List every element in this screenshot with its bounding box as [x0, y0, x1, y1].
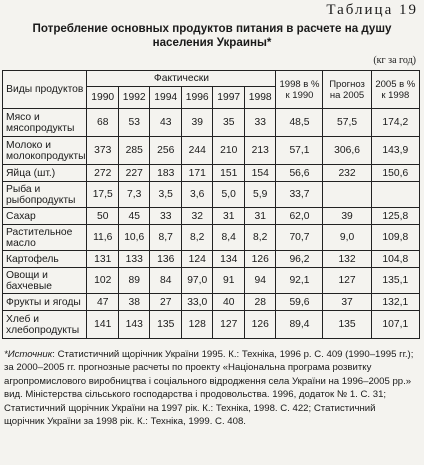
year-value: 40 — [213, 294, 245, 311]
year-value: 126 — [244, 251, 276, 268]
product-name: Фрукты и ягоды — [3, 294, 87, 311]
year-value: 32 — [181, 208, 213, 225]
year-value: 128 — [181, 311, 213, 339]
table-row — [3, 182, 420, 208]
year-value: 141 — [87, 311, 119, 339]
year-value: 31 — [213, 208, 245, 225]
year-value: 126 — [244, 311, 276, 339]
year-value: 373 — [87, 137, 119, 165]
year-value: 5,9 — [244, 182, 276, 208]
pct1990-value: 70,7 — [276, 225, 323, 251]
table-row — [3, 311, 420, 339]
year-value: 89 — [118, 268, 150, 294]
year-value: 53 — [118, 109, 150, 137]
table-row — [3, 251, 420, 268]
table-row — [3, 109, 420, 137]
table-row — [3, 225, 420, 251]
year-value: 210 — [213, 137, 245, 165]
pct1990-value: 96,2 — [276, 251, 323, 268]
pct1998-value: 104,8 — [371, 251, 419, 268]
header-year: 1998 — [244, 87, 276, 109]
pct1998-value: 143,9 — [371, 137, 419, 165]
year-value: 10,6 — [118, 225, 150, 251]
header-year: 1990 — [87, 87, 119, 109]
table-title: Потребление основных продуктов питания в расчете на душу населения Украины* — [32, 22, 392, 49]
pct1998-value: 150,6 — [371, 165, 419, 182]
year-value: 213 — [244, 137, 276, 165]
product-name: Овощи и бахчевые — [3, 268, 87, 294]
forecast-value: 306,6 — [323, 137, 371, 165]
product-name: Растительное масло — [3, 225, 87, 251]
year-value: 47 — [87, 294, 119, 311]
unit-label: (кг за год) — [373, 55, 416, 66]
forecast-value: 135 — [323, 311, 371, 339]
pct1998-value: 107,1 — [371, 311, 419, 339]
pct1998-value: 125,8 — [371, 208, 419, 225]
consumption-table — [2, 70, 420, 339]
header-year: 1994 — [150, 87, 182, 109]
year-value: 17,5 — [87, 182, 119, 208]
forecast-value: 132 — [323, 251, 371, 268]
pct1990-value: 57,1 — [276, 137, 323, 165]
header-pct-1998: 2005 в % к 1998 — [371, 71, 419, 109]
year-value: 183 — [150, 165, 182, 182]
product-name: Хлеб и хлебопродукты — [3, 311, 87, 339]
year-value: 94 — [244, 268, 276, 294]
year-value: 131 — [87, 251, 119, 268]
pct1990-value: 92,1 — [276, 268, 323, 294]
pct1998-value: 174,2 — [371, 109, 419, 137]
year-value: 133 — [118, 251, 150, 268]
year-value: 38 — [118, 294, 150, 311]
pct1998-value: 135,1 — [371, 268, 419, 294]
year-value: 7,3 — [118, 182, 150, 208]
table-row — [3, 137, 420, 165]
year-value: 143 — [118, 311, 150, 339]
year-value: 27 — [150, 294, 182, 311]
header-forecast: Прогноз на 2005 — [323, 71, 371, 109]
year-value: 97,0 — [181, 268, 213, 294]
table-row — [3, 268, 420, 294]
product-name: Мясо и мясопродукты — [3, 109, 87, 137]
forecast-value: 127 — [323, 268, 371, 294]
year-value: 3,6 — [181, 182, 213, 208]
year-value: 124 — [181, 251, 213, 268]
forecast-value: 9,0 — [323, 225, 371, 251]
year-value: 33 — [244, 109, 276, 137]
year-value: 33,0 — [181, 294, 213, 311]
year-value: 256 — [150, 137, 182, 165]
year-value: 31 — [244, 208, 276, 225]
year-value: 102 — [87, 268, 119, 294]
table-number-label: Таблица 19 — [326, 2, 418, 18]
table-row — [3, 294, 420, 311]
year-value: 91 — [213, 268, 245, 294]
year-value: 28 — [244, 294, 276, 311]
year-value: 171 — [181, 165, 213, 182]
forecast-value: 232 — [323, 165, 371, 182]
year-value: 11,6 — [87, 225, 119, 251]
pct1990-value: 33,7 — [276, 182, 323, 208]
pct1998-value — [371, 182, 419, 208]
year-value: 50 — [87, 208, 119, 225]
year-value: 151 — [213, 165, 245, 182]
forecast-value: 37 — [323, 294, 371, 311]
header-year: 1996 — [181, 87, 213, 109]
header-pct-1990: 1998 в % к 1990 — [276, 71, 323, 109]
pct1990-value: 59,6 — [276, 294, 323, 311]
year-value: 136 — [150, 251, 182, 268]
footnote-marker: *Источник — [4, 349, 53, 360]
header-year: 1992 — [118, 87, 150, 109]
pct1998-value: 109,8 — [371, 225, 419, 251]
forecast-value: 39 — [323, 208, 371, 225]
year-value: 8,2 — [244, 225, 276, 251]
forecast-value — [323, 182, 371, 208]
year-value: 8,4 — [213, 225, 245, 251]
table-row — [3, 165, 420, 182]
year-value: 285 — [118, 137, 150, 165]
header-products: Виды продуктов — [3, 71, 87, 109]
year-value: 35 — [213, 109, 245, 137]
product-name: Яйца (шт.) — [3, 165, 87, 182]
year-value: 33 — [150, 208, 182, 225]
forecast-value: 57,5 — [323, 109, 371, 137]
product-name: Рыба и рыбопродукты — [3, 182, 87, 208]
pct1998-value: 132,1 — [371, 294, 419, 311]
year-value: 154 — [244, 165, 276, 182]
product-name: Сахар — [3, 208, 87, 225]
product-name: Картофель — [3, 251, 87, 268]
year-value: 8,7 — [150, 225, 182, 251]
year-value: 43 — [150, 109, 182, 137]
footnote-text: : Статистичний щорічник України 1995. К.: Техніка, 1996 р. С. 409 (1990–1995 гг.); за 2000–2005 гг. прогнозные расчеты по проекту «Національна програма розвитку агропромислового виробництва і соціального відродження села України на 1996–2005 рр.» вид. Міністерства сільського господарства і продовольства. 1996, додаток № 1. С. 31; Статистичний щорічник України на 1997 рік. К.: Техніка, 1998. С. 422; Статистичний щорічник України за 1998 рік. К.: Техніка, 1999. С. 408. — [4, 349, 414, 428]
year-value: 272 — [87, 165, 119, 182]
year-value: 5,0 — [213, 182, 245, 208]
year-value: 135 — [150, 311, 182, 339]
header-actual: Фактически — [87, 71, 276, 87]
year-value: 244 — [181, 137, 213, 165]
year-value: 45 — [118, 208, 150, 225]
pct1990-value: 48,5 — [276, 109, 323, 137]
year-value: 3,5 — [150, 182, 182, 208]
product-name: Молоко и молокопродукты — [3, 137, 87, 165]
pct1990-value: 62,0 — [276, 208, 323, 225]
header-year: 1997 — [213, 87, 245, 109]
year-value: 134 — [213, 251, 245, 268]
year-value: 68 — [87, 109, 119, 137]
source-footnote — [4, 348, 418, 428]
year-value: 84 — [150, 268, 182, 294]
year-value: 8,2 — [181, 225, 213, 251]
year-value: 39 — [181, 109, 213, 137]
year-value: 227 — [118, 165, 150, 182]
pct1990-value: 56,6 — [276, 165, 323, 182]
table-row — [3, 208, 420, 225]
year-value: 127 — [213, 311, 245, 339]
pct1990-value: 89,4 — [276, 311, 323, 339]
